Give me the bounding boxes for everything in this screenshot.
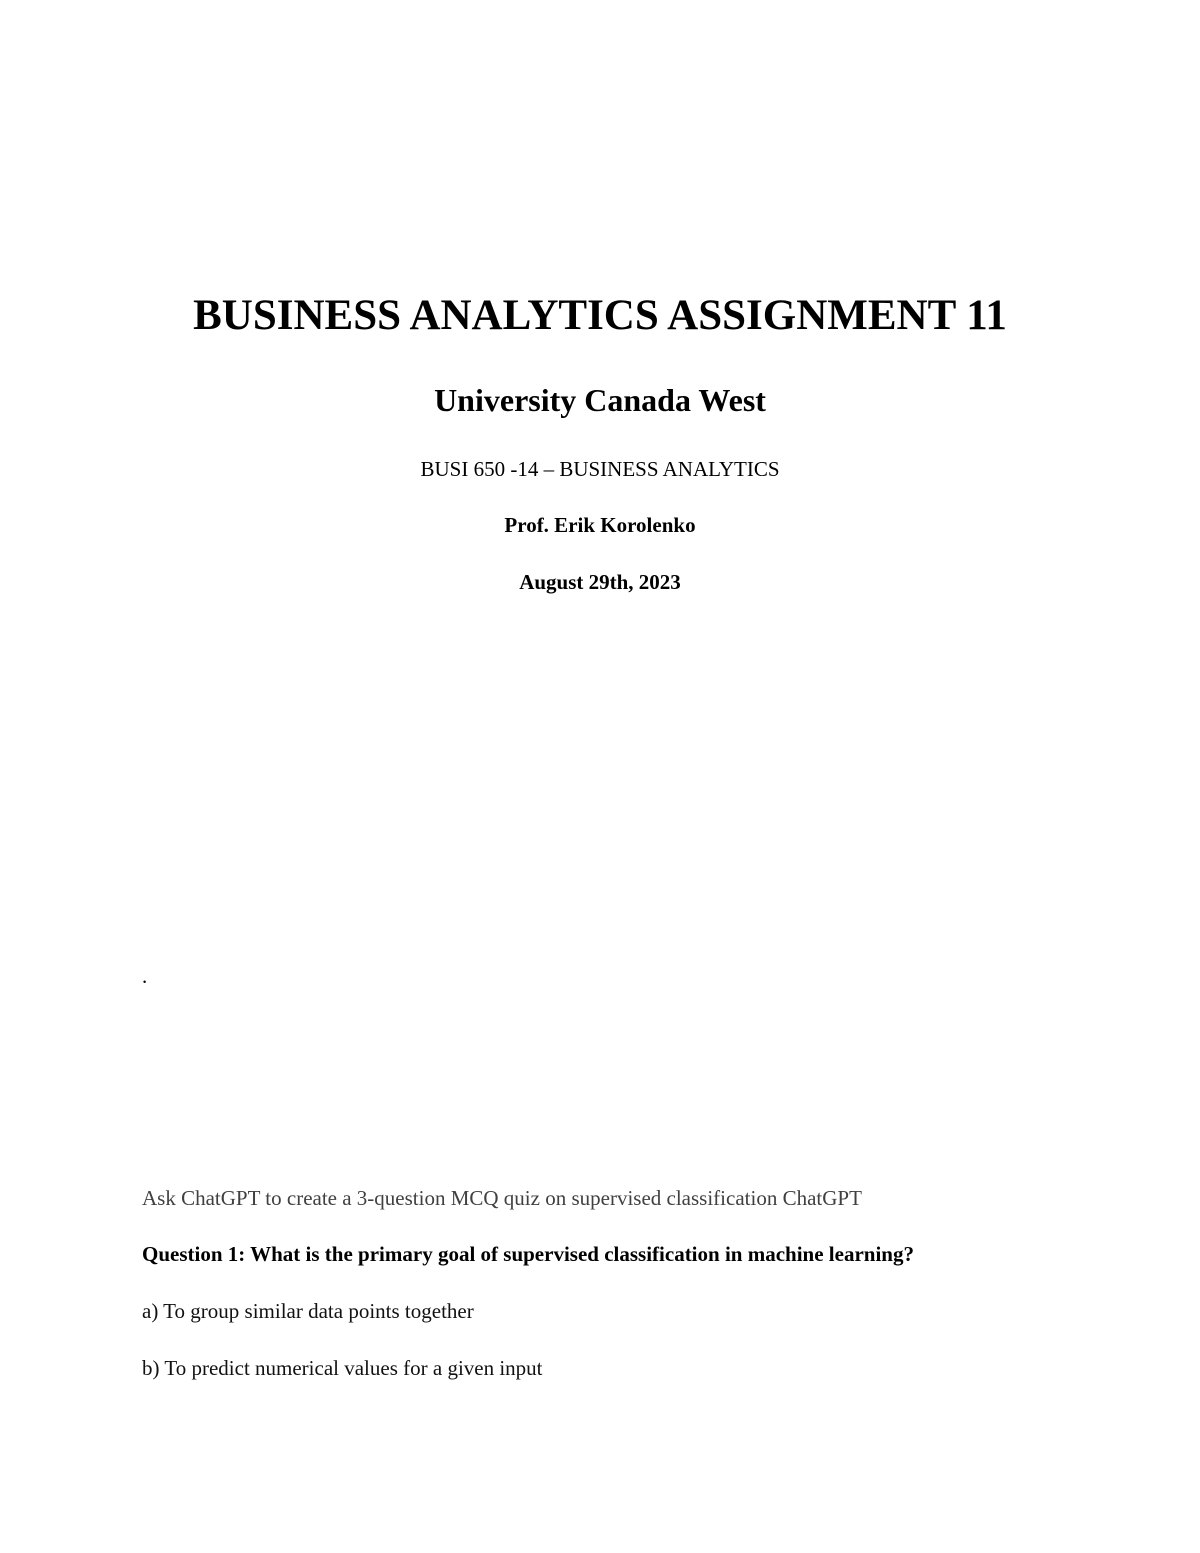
university-name: University Canada West [434,382,766,418]
question-1: Question 1: What is the primary goal of supervised classification in machine learning? [142,1242,914,1266]
stray-period: . [142,964,148,988]
professor-name: Prof. Erik Korolenko [504,513,696,537]
question-1-option-a: a) To group similar data points together [142,1299,474,1323]
document-title: BUSINESS ANALYTICS ASSIGNMENT 11 [193,292,1007,339]
course-name: BUSI 650 -14 – BUSINESS ANALYTICS [420,457,780,481]
assignment-prompt: Ask ChatGPT to create a 3-question MCQ quiz on supervised classification ChatGPT [142,1186,862,1210]
submission-date: August 29th, 2023 [519,570,681,594]
question-1-option-b: b) To predict numerical values for a given input [142,1356,543,1380]
